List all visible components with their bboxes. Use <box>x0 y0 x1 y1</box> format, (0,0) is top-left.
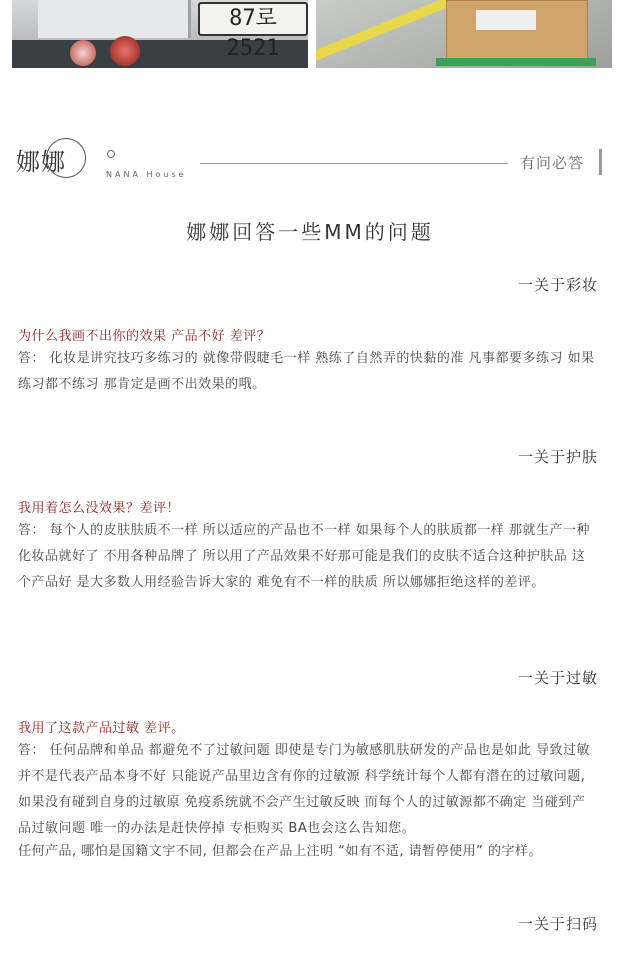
box-label <box>476 10 536 30</box>
section-heading-makeup: 一关于彩妆 <box>517 276 598 294</box>
question-allergy: 我用了这款产品过敏 差评。 <box>18 721 185 736</box>
answer-allergy: 答： 任何品牌和单品 都避免不了过敏问题 即使是专门为敏感肌肤研发的产品也是如此 导致过敏并不是代表产品本身不好 只能说产品里边含有你的过敏源 科学统计每个人都有潜在的过敏问题, 如果没有碰到自身的过敏原 免疫系统就不会产生过敏反映 而每个人的过敏源都不确定 当碰到产品过敏问题 唯一的办法是赶快停掉 专柜购买 BA也会这么告知您。 <box>18 743 591 836</box>
question-makeup: 为什么我画不出你的效果 产品不好 差评？ <box>18 329 271 344</box>
answer-makeup: 答： 化妆是讲究技巧多练习的 就像带假睫毛一样 熟练了自然弄的快黏的准 凡事都要多练习 如果练习都不练习 那肯定是画不出效果的哦。 <box>18 351 595 392</box>
header-tag: 有问必答 <box>520 154 585 172</box>
header-rule <box>200 163 508 164</box>
page-title: 娜娜回答一些MM的问题 <box>186 220 434 244</box>
tail-light-right <box>110 36 140 66</box>
question-skincare: 我用着怎么没效果？差评！ <box>18 501 181 516</box>
section-heading-allergy: 一关于过敏 <box>517 669 598 687</box>
cart-edge <box>436 58 596 66</box>
license-plate: 87로 2521 <box>198 2 308 36</box>
tail-light-left <box>70 40 96 66</box>
section-heading-scan: 一关于扫码 <box>517 915 598 933</box>
truck-panel <box>38 0 191 38</box>
brand-ring-icon <box>46 138 86 178</box>
truck-photo <box>12 0 308 68</box>
brand-mark: 娜娜 <box>16 148 66 176</box>
brand-subtitle: NANA House <box>106 170 187 179</box>
section-heading-skincare: 一关于护肤 <box>517 448 598 466</box>
answer-skincare: 答： 每个人的皮肤肤质不一样 所以适应的产品也不一样 如果每个人的肤质都一样 那就生产一种化妆品就好了 不用各种品牌了 所以用了产品效果不好那可能是我们的皮肤不适合这种护肤品 这个产品好 是大多数人用经验告诉大家的 难免有不一样的肤质 所以娜娜拒绝这样的差评。 <box>18 523 591 590</box>
photo-strip <box>0 0 620 70</box>
brand-dot-icon <box>107 150 115 158</box>
package-photo <box>316 0 612 68</box>
brand-logo <box>16 142 187 179</box>
header-bar <box>599 149 602 175</box>
answer-allergy-extra: 任何产品, 哪怕是国籍文字不同, 但都会在产品上注明 “如有不适, 请暂停使用” 的字样。 <box>18 844 543 859</box>
